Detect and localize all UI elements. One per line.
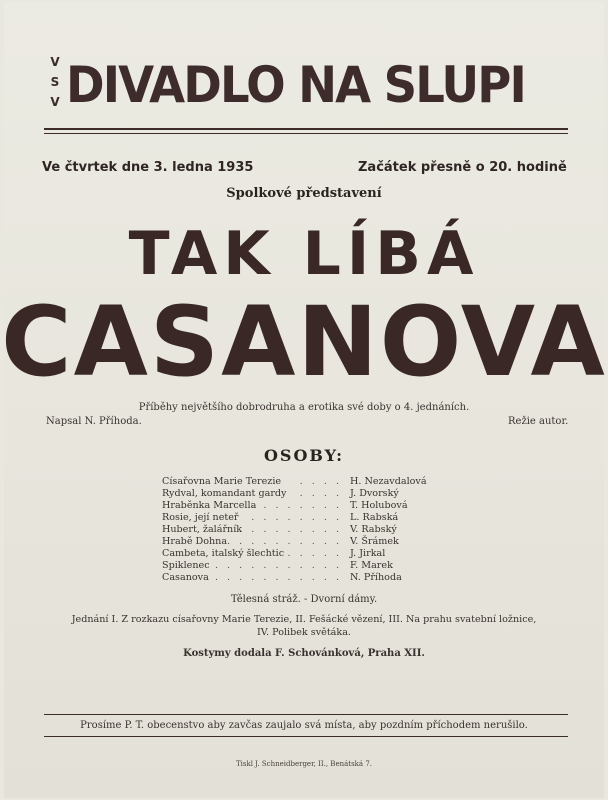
cast-role: Hubert, žalářník [162, 524, 243, 535]
cast-row [162, 488, 432, 500]
cast-leader-dots: . . . . [299, 476, 342, 487]
cast-leader-dots: . . . . . . . . [251, 524, 342, 535]
cast-role: Casanova [162, 572, 209, 583]
cast-row [162, 560, 432, 572]
cast-actor: J. Jirkal [350, 548, 386, 559]
header-rule-top [44, 128, 568, 130]
event-start-time: Začátek přesně o 20. hodině [358, 160, 567, 175]
cast-actor: T. Holubová [350, 500, 408, 511]
printer-credit: Tiskl J. Schneidberger, II., Benátská 7. [235, 760, 373, 768]
play-title-line2: CASANOVA [1, 286, 607, 398]
vsv-monogram [48, 52, 62, 112]
cast-role: Cambeta, italský šlechtic [162, 548, 285, 559]
cast-row [162, 524, 432, 536]
cast-leader-dots: . . . . . . . . [251, 500, 342, 511]
cast-row [162, 548, 432, 560]
cast-leader-dots: . . . . . . . . [251, 512, 342, 523]
cast-actor: N. Příhoda [350, 572, 402, 583]
header-rule-bottom [44, 133, 568, 134]
cast-extras: Tělesná stráž. - Dvorní dámy. [230, 594, 378, 605]
vsv-letter: V [50, 55, 60, 69]
cast-row [162, 500, 432, 512]
play-director: Režie autor. [508, 416, 569, 427]
cast-actor: H. Nezavdalová [350, 476, 427, 487]
cast-actor: F. Marek [350, 560, 393, 571]
cast-role: Hraběnka Marcella [162, 500, 257, 511]
cast-actor: V. Šrámek [350, 536, 399, 547]
cast-leader-dots: . . . . . . . . . . [227, 536, 342, 547]
cast-heading: OSOBY: [263, 446, 345, 465]
cast-leader-dots: . . . . . . . . . . . [214, 572, 342, 583]
play-title-line1: TAK LÍBÁ [128, 219, 480, 289]
cast-role: Spiklenec [162, 560, 210, 571]
cast-row [162, 536, 432, 548]
cast-role: Rosie, její neteř [162, 512, 239, 523]
cast-actor: J. Dvorský [350, 488, 399, 499]
audience-notice: Prosíme P. T. obecenstvo aby zavčas zaujalo svá místa, aby pozdním příchodem nerušilo. [80, 720, 528, 731]
acts-line2: IV. Polibek světáka. [257, 627, 351, 638]
costumes-credit: Kostymy dodala F. Schovánková, Praha XII. [183, 648, 425, 659]
cast-role: Rydval, komandant gardy [162, 488, 287, 499]
play-author: Napsal N. Příhoda. [46, 416, 142, 427]
acts-line1: Jednání I. Z rozkazu císařovny Marie Terezie, II. Fešácké vězení, III. Na prahu svatební ložnice, [71, 614, 537, 625]
cast-actor: V. Rabský [350, 524, 397, 535]
cast-row [162, 572, 432, 584]
vsv-letter: S [50, 75, 60, 89]
play-subtitle: Příběhy největšího dobrodruha a erotika své doby o 4. jednáních. [138, 402, 470, 413]
cast-row [162, 512, 432, 524]
cast-leader-dots: . . . . . . . . . . . [214, 560, 342, 571]
cast-row [162, 476, 432, 488]
cast-leader-dots: . . . . [299, 488, 342, 499]
footer-rule-top [44, 714, 568, 715]
footer-rule-bottom [44, 736, 568, 737]
theatre-name: DIVADLO NA SLUPI [66, 56, 525, 114]
cast-role: Hrabě Dohna [162, 536, 228, 547]
performance-type: Spolkové představení [226, 186, 382, 201]
cast-actor: L. Rabská [350, 512, 399, 523]
event-date: Ve čtvrtek dne 3. ledna 1935 [42, 160, 254, 175]
vsv-letter: V [50, 95, 60, 109]
cast-role: Císařovna Marie Terezie [162, 476, 282, 487]
cast-leader-dots: . . . . . . [275, 548, 342, 559]
